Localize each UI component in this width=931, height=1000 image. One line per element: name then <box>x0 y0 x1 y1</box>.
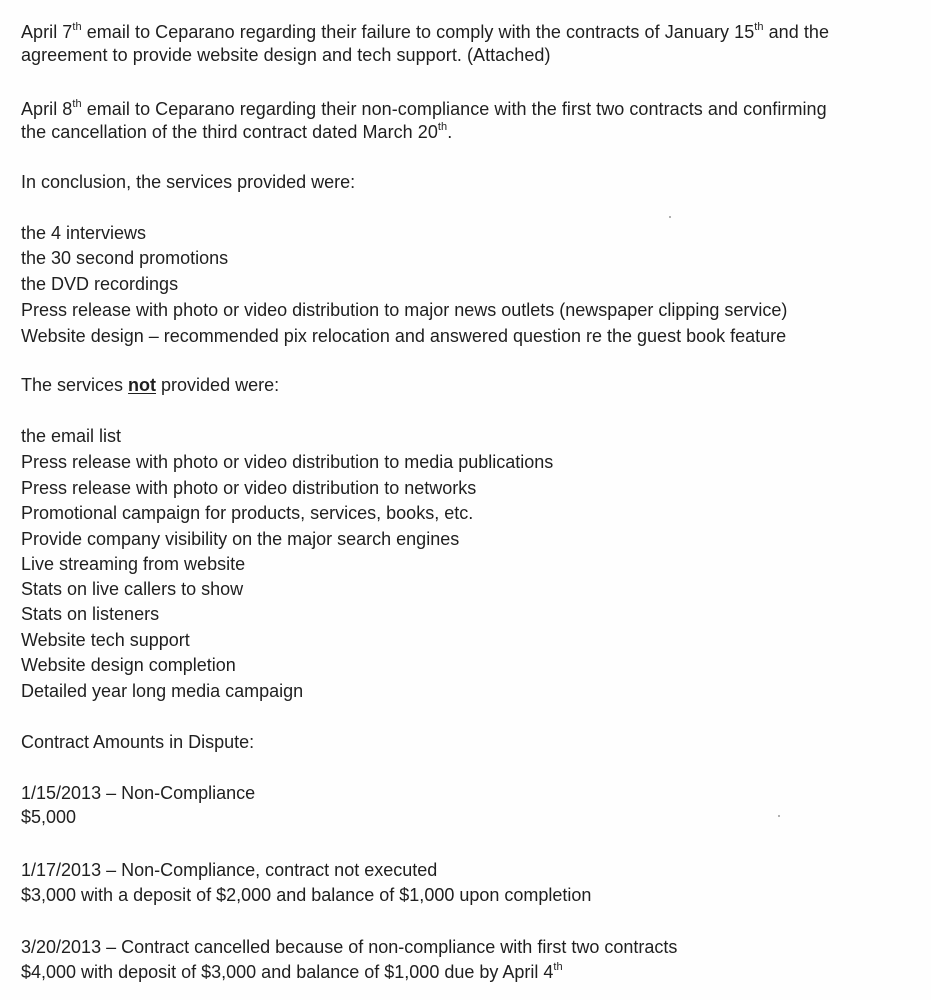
paragraph-line <box>21 98 926 121</box>
list-item-not-provided: Website design completion <box>21 655 236 675</box>
superscript: th <box>754 21 764 33</box>
list-item-not-provided: Stats on live callers to show <box>21 579 244 599</box>
list-item-not-provided: Stats on listeners <box>21 604 160 624</box>
text-run: email to Ceparano regarding their non-compliance with the first two contracts and confirming <box>81 99 827 119</box>
contract-amount-line <box>21 961 563 983</box>
contract-date-line: 3/20/2013 – Contract cancelled because of non-compliance with first two contracts <box>21 937 678 957</box>
text-run: and the <box>763 22 830 42</box>
scan-speck <box>669 216 671 218</box>
list-item-not-provided: Press release with photo or video distribution to media publications <box>21 452 554 472</box>
list-item-not-provided: Promotional campaign for products, services, books, etc. <box>21 503 474 523</box>
list-item-not-provided: Live streaming from website <box>21 554 246 574</box>
scan-speck <box>778 815 780 817</box>
paragraph-line <box>21 121 926 144</box>
paragraph-line <box>21 21 926 44</box>
conclusion-heading: In conclusion, the services provided were: <box>21 172 356 192</box>
not-provided-heading <box>21 374 279 396</box>
list-item-provided: the 30 second promotions <box>21 248 229 268</box>
list-item-not-provided: the email list <box>21 426 122 446</box>
contract-date-line: 1/15/2013 – Non-Compliance <box>21 783 256 803</box>
contract-amount-line: $5,000 <box>21 807 77 827</box>
superscript: th <box>72 98 82 110</box>
list-item-not-provided: Website tech support <box>21 630 190 650</box>
superscript: th <box>72 21 82 33</box>
paragraph-april-7 <box>21 21 926 67</box>
contract-amount-line: $3,000 with a deposit of $2,000 and balance of $1,000 upon completion <box>21 885 592 905</box>
list-item-provided: Website design – recommended pix relocation and answered question re the guest book feature <box>21 326 787 346</box>
list-item-not-provided: Press release with photo or video distribution to networks <box>21 478 477 498</box>
dispute-heading: Contract Amounts in Dispute: <box>21 732 255 752</box>
superscript: th <box>553 961 563 973</box>
superscript: th <box>437 121 448 133</box>
text-run: April 8 <box>21 99 73 119</box>
emphasis-not: not <box>128 375 157 395</box>
contract-date-line: 1/17/2013 – Non-Compliance, contract not executed <box>21 860 438 880</box>
text-run: . <box>447 122 453 142</box>
list-item-not-provided: Provide company visibility on the major search engines <box>21 529 460 549</box>
text-run: April 7 <box>21 22 73 42</box>
text-run: email to Ceparano regarding their failure to comply with the contracts of January 15 <box>81 22 755 42</box>
paragraph-april-8 <box>21 98 926 144</box>
text-run: provided were: <box>156 375 280 395</box>
list-item-provided: Press release with photo or video distribution to major news outlets (newspaper clipping service) <box>21 300 788 320</box>
list-item-provided: the DVD recordings <box>21 274 179 294</box>
list-item-provided: the 4 interviews <box>21 223 147 243</box>
paragraph-line: agreement to provide website design and tech support. (Attached) <box>21 45 551 65</box>
text-run: $4,000 with deposit of $3,000 and balance of $1,000 due by April 4 <box>21 962 554 982</box>
list-item-not-provided: Detailed year long media campaign <box>21 681 304 701</box>
text-run: The services <box>21 375 129 395</box>
text-run: the cancellation of the third contract dated March 20 <box>21 122 438 142</box>
